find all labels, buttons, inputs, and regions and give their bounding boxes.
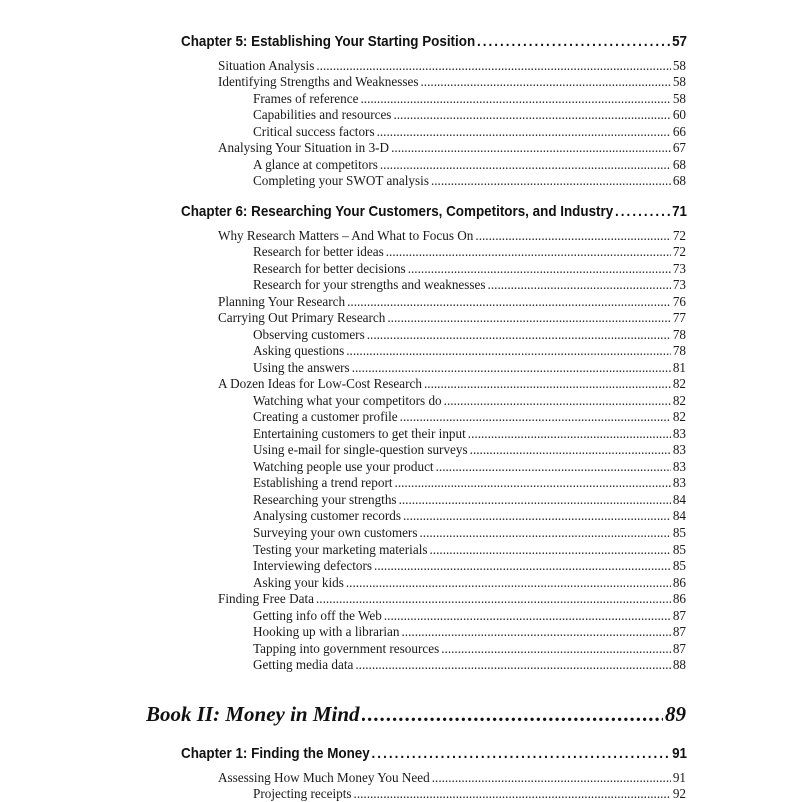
toc-subentry[interactable]: Projecting receipts ..... 92 (253, 785, 686, 802)
toc-subentry[interactable]: Watching people use your product ..... 83 (253, 458, 686, 475)
toc-subentry[interactable]: Hooking up with a librarian ..... 87 (253, 623, 686, 640)
book-title: Book II: Money in Mind (146, 702, 360, 726)
toc-chapter-heading[interactable] (181, 32, 687, 52)
toc-subentry[interactable]: Establishing a trend report ..... 83 (253, 474, 686, 491)
dot-leader (372, 744, 671, 764)
toc-entry[interactable]: Situation Analysis ..... 58 (218, 57, 686, 74)
toc-subentry[interactable]: Entertaining customers to get their input ..... 83 (253, 425, 686, 442)
toc-entry[interactable]: Assessing How Much Money You Need ..... 91 (218, 769, 686, 786)
toc-subentry[interactable]: Frames of reference ..... 58 (253, 90, 686, 107)
toc-entry[interactable]: Why Research Matters – And What to Focus On ..... 72 (218, 227, 686, 244)
page-number: 57 (672, 34, 687, 50)
toc-subentry[interactable]: Watching what your competitors do ..... 82 (253, 392, 686, 409)
toc-subentry[interactable]: Asking questions ..... 78 (253, 342, 686, 359)
toc-subentry[interactable]: Using e-mail for single-question surveys ..... 83 (253, 441, 686, 458)
toc-subentry[interactable]: Research for better ideas ..... 72 (253, 243, 686, 260)
dot-leader (615, 202, 670, 222)
toc-subentry[interactable]: Interviewing defectors ..... 85 (253, 557, 686, 574)
toc-subentry[interactable]: Testing your marketing materials ..... 85 (253, 541, 686, 558)
dot-leader (477, 32, 670, 52)
toc-entry[interactable]: Planning Your Research ..... 76 (218, 293, 686, 310)
toc-entry[interactable]: Carrying Out Primary Research ..... 77 (218, 309, 686, 326)
toc-subentry[interactable]: Surveying your own customers ..... 85 (253, 524, 686, 541)
toc-entry[interactable]: Identifying Strengths and Weaknesses ..... 58 (218, 73, 686, 90)
toc-subentry[interactable]: Asking your kids ..... 86 (253, 574, 686, 591)
toc-subentry[interactable]: Using the answers ..... 81 (253, 359, 686, 376)
toc-chapter-heading[interactable] (181, 744, 687, 764)
chapter-title: Chapter 5: Establishing Your Starting Position (181, 34, 476, 50)
page-number: 91 (672, 746, 687, 762)
toc-subentry[interactable]: Creating a customer profile ..... 82 (253, 408, 686, 425)
chapter-title: Chapter 1: Finding the Money (181, 746, 370, 762)
toc-subentry[interactable]: Research for better decisions ..... 73 (253, 260, 686, 277)
dot-leader (362, 699, 663, 729)
toc-subentry[interactable]: Observing customers ..... 78 (253, 326, 686, 343)
toc-subentry[interactable]: Getting media data ..... 88 (253, 656, 686, 673)
toc-subentry[interactable]: Getting info off the Web ..... 87 (253, 607, 686, 624)
toc-subentry[interactable]: Critical success factors ..... 66 (253, 123, 686, 140)
toc-entry[interactable]: Finding Free Data ..... 86 (218, 590, 686, 607)
toc-subentry[interactable]: Researching your strengths ..... 84 (253, 491, 686, 508)
toc-entry[interactable]: A Dozen Ideas for Low-Cost Research ..... 82 (218, 375, 686, 392)
toc-subentry[interactable]: Research for your strengths and weaknesses ..... 73 (253, 276, 686, 293)
toc-entry[interactable]: Analysing Your Situation in 3-D ..... 67 (218, 139, 686, 156)
page-number: 89 (665, 702, 686, 726)
toc-subentry[interactable]: Capabilities and resources ..... 60 (253, 106, 686, 123)
chapter-title: Chapter 6: Researching Your Customers, Competitors, and Industry (181, 204, 614, 220)
page-number: 71 (672, 204, 687, 220)
toc-subentry[interactable]: Completing your SWOT analysis ..... 68 (253, 172, 686, 189)
toc-subentry[interactable]: A glance at competitors ..... 68 (253, 156, 686, 173)
toc-chapter-heading[interactable] (181, 202, 687, 222)
toc-subentry[interactable]: Tapping into government resources ..... 87 (253, 640, 686, 657)
toc-book-heading[interactable] (146, 699, 686, 729)
toc-subentry[interactable]: Analysing customer records ..... 84 (253, 507, 686, 524)
